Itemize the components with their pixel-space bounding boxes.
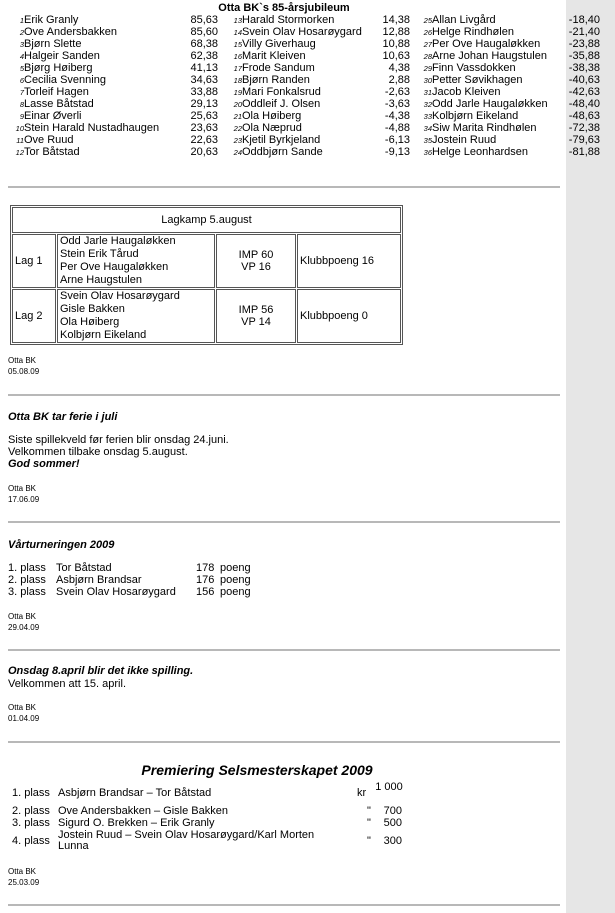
divider [8, 904, 560, 906]
divider [8, 186, 560, 188]
result-row: 12Tor Båtstad 20,63 [15, 146, 218, 158]
player: Svein Olav Hosarøygard [60, 290, 180, 302]
result-row: 13Harald Stormorken 14,38 [233, 14, 410, 26]
player: Odd Jarle Haugaløkken [60, 235, 176, 247]
result-row: 3Bjørn Slette 68,38 [19, 38, 218, 50]
result-row: 17Frode Sandum 4,38 [233, 62, 410, 74]
result-row: 21Ola Høiberg -4,38 [233, 110, 410, 122]
signature [8, 355, 39, 377]
result-row: 1Erik Granly 85,63 [19, 14, 218, 26]
team-row [12, 234, 401, 288]
results-column-3 [418, 14, 600, 158]
result-row: 14Svein Olav Hosarøygard 12,88 [233, 26, 410, 38]
player: Per Ove Haugaløkken [60, 261, 169, 273]
result-row: 19Mari Fonkalsrud -2,63 [233, 86, 410, 98]
result-row: 6Cecilia Svenning 34,63 [19, 74, 218, 86]
result-row: 31Jacob Kleiven -42,63 [423, 86, 600, 98]
result-row: 24Oddbjørn Sande -9,13 [233, 146, 410, 158]
standings-table [8, 562, 251, 598]
prize-row: 2. plass Ove Andersbakken – Gisle Bakken " 700 [12, 805, 402, 817]
signature-date: 05.08.09 [8, 367, 40, 376]
result-row: 34Siw Marita Rindhølen -72,38 [423, 122, 600, 134]
result-row: 27Per Ove Haugaløkken -23,88 [423, 38, 600, 50]
result-row: 25Allan Livgård -18,40 [423, 14, 600, 26]
news-heading: Otta BK tar ferie i juli [8, 411, 118, 423]
signature-org: Otta BK [8, 612, 37, 621]
result-row: 7Torleif Hagen 33,88 [19, 86, 218, 98]
team-label: Lag 2 [12, 289, 56, 343]
signature-org: Otta BK [8, 356, 37, 365]
news-heading: Vårturneringen 2009 [8, 539, 115, 551]
standings-row: 2. plass Asbjørn Brandsar 176 poeng [8, 574, 251, 586]
result-row: 10Stein Harald Nustadhaugen 23,63 [15, 122, 218, 134]
news-line: Siste spillekveld før ferien blir onsdag 24.juni. [8, 434, 229, 446]
divider [8, 394, 560, 396]
result-row: 4Halgeir Sanden 62,38 [19, 50, 218, 62]
signature-date: 17.06.09 [8, 495, 40, 504]
lagkamp-title: Lagkamp 5.august [12, 207, 401, 233]
news-heading: Onsdag 8.april blir det ikke spilling. [8, 665, 194, 677]
result-row: 15Villy Giverhaug 10,88 [233, 38, 410, 50]
news-body: Velkommen att 15. april. [8, 678, 127, 690]
klubbpoeng: Klubbpoeng 0 [297, 289, 401, 343]
team-players [57, 234, 215, 288]
standings-row: 3. plass Svein Olav Hosarøygard 156 poeng [8, 586, 251, 598]
signature-org: Otta BK [8, 867, 37, 876]
result-row: 28Arne Johan Haugstulen -35,88 [423, 50, 600, 62]
signature-org: Otta BK [8, 484, 37, 493]
result-row: 20Oddleif J. Olsen -3,63 [233, 98, 410, 110]
vp-value: VP 16 [241, 261, 271, 273]
player: Arne Haugstulen [60, 274, 142, 286]
divider [8, 649, 560, 651]
signature-date: 01.04.09 [8, 714, 40, 723]
player: Kolbjørn Eikeland [60, 329, 147, 341]
klubbpoeng: Klubbpoeng 16 [297, 234, 401, 288]
result-row: 23Kjetil Byrkjeland -6,13 [233, 134, 410, 146]
result-row: 8Lasse Båtstad 29,13 [19, 98, 218, 110]
lagkamp-table [10, 205, 403, 345]
divider [8, 741, 560, 743]
result-row: 5Bjørg Høiberg 41,13 [19, 62, 218, 74]
result-row: 22Ola Næprud -4,88 [233, 122, 410, 134]
signature [8, 483, 39, 505]
player: Gisle Bakken [60, 303, 125, 315]
result-row: 9Einar Øverli 25,63 [19, 110, 218, 122]
result-row: 29Finn Vassdokken -38,38 [423, 62, 600, 74]
signature-org: Otta BK [8, 703, 37, 712]
prize-row: 1. plass Asbjørn Brandsar – Tor Båtstad kr 1 000 [12, 781, 403, 799]
signature-date: 29.04.09 [8, 623, 40, 632]
prize-row: 4. plass Jostein Ruud – Svein Olav Hosarøygard/Karl Morten Lunna " 300 [12, 829, 402, 852]
news-line: God sommer! [8, 458, 80, 470]
standings-row: 1. plass Tor Båtstad 178 poeng [8, 562, 251, 574]
imp-value: IMP 60 [238, 249, 274, 261]
player: Ola Høiberg [60, 316, 120, 328]
result-row: 36Helge Leonhardsen -81,88 [423, 146, 600, 158]
team-score [216, 234, 296, 288]
result-row: 33Kolbjørn Eikeland -48,63 [423, 110, 600, 122]
news-body [8, 434, 229, 470]
news-heading: Premiering Selsmesterskapet 2009 [141, 762, 373, 778]
news-line: Velkommen tilbake onsdag 5.august. [8, 446, 188, 458]
team-score [216, 289, 296, 343]
player: Stein Erik Tårud [60, 248, 139, 260]
imp-value: IMP 56 [238, 304, 274, 316]
result-row: 18Bjørn Randen 2,88 [233, 74, 410, 86]
signature-date: 25.03.09 [8, 878, 40, 887]
signature [8, 611, 39, 633]
results-column-1 [10, 14, 218, 158]
result-row: 35Jostein Ruud -79,63 [423, 134, 600, 146]
result-row: 32Odd Jarle Haugaløkken -48,40 [423, 98, 600, 110]
result-row: 16Marit Kleiven 10,63 [233, 50, 410, 62]
vp-value: VP 14 [241, 316, 271, 328]
signature [8, 702, 39, 724]
signature [8, 866, 39, 888]
divider [8, 521, 560, 523]
team-row [12, 289, 401, 343]
team-players [57, 289, 215, 343]
result-row: 2Ove Andersbakken 85,60 [19, 26, 218, 38]
result-row: 11Ove Ruud 22,63 [16, 134, 218, 146]
prize-row: 3. plass Sigurd O. Brekken – Erik Granly " 500 [12, 817, 402, 829]
team-label: Lag 1 [12, 234, 56, 288]
results-title: Otta BK`s 85-årsjubileum [218, 2, 350, 14]
results-column-2 [228, 14, 410, 158]
result-row: 30Petter Søvikhagen -40,63 [423, 74, 600, 86]
result-row: 26Helge Rindhølen -21,40 [423, 26, 600, 38]
